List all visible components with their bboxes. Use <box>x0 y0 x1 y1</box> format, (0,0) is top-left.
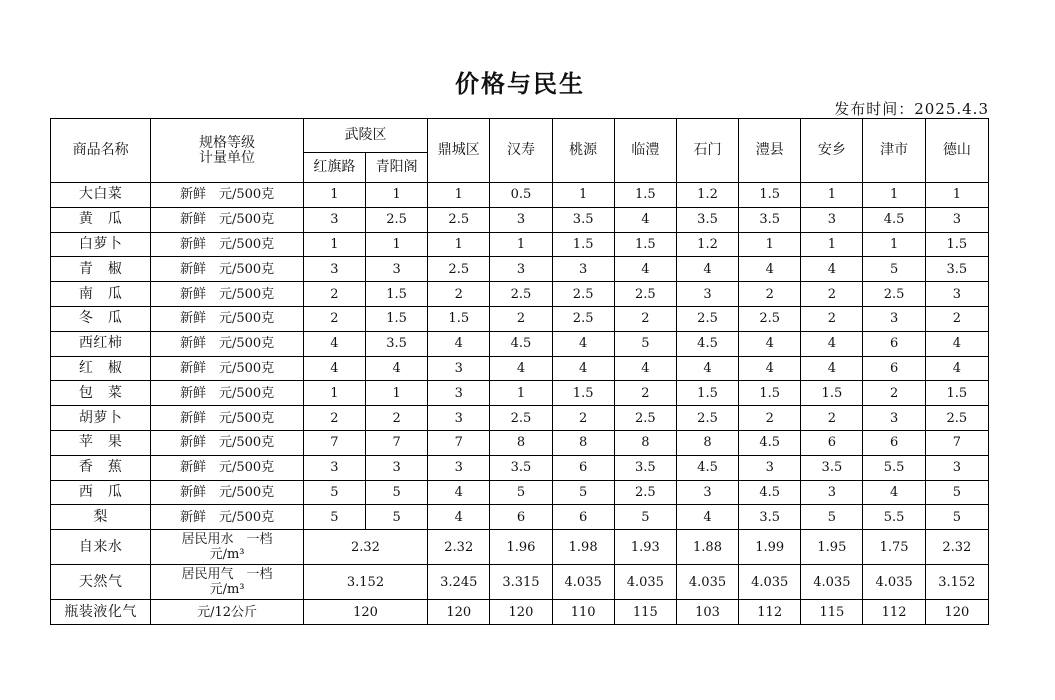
price-cell: 5 <box>614 505 676 530</box>
price-cell: 1.95 <box>801 530 863 565</box>
table-row <box>51 282 989 307</box>
price-cell: 3 <box>863 306 925 331</box>
header-region: 澧县 <box>739 119 801 183</box>
price-cell: 4.5 <box>739 480 801 505</box>
price-cell: 3.5 <box>614 455 676 480</box>
price-cell: 3 <box>428 406 490 431</box>
price-cell: 120 <box>303 600 427 625</box>
price-cell: 2.5 <box>552 282 614 307</box>
product-spec: 新鲜 元/500克 <box>151 455 303 480</box>
price-cell: 1.75 <box>863 530 925 565</box>
price-cell: 5 <box>552 480 614 505</box>
product-spec: 新鲜 元/500克 <box>151 207 303 232</box>
price-cell: 3 <box>801 480 863 505</box>
price-cell: 1.98 <box>552 530 614 565</box>
price-cell: 5.5 <box>863 455 925 480</box>
price-cell: 2 <box>863 381 925 406</box>
price-cell: 4 <box>552 356 614 381</box>
price-cell: 120 <box>428 600 490 625</box>
product-spec: 新鲜 元/500克 <box>151 331 303 356</box>
price-cell: 4 <box>365 356 427 381</box>
price-cell: 2 <box>490 306 552 331</box>
product-spec: 新鲜 元/500克 <box>151 232 303 257</box>
price-cell: 4 <box>676 257 738 282</box>
price-cell: 3 <box>676 282 738 307</box>
price-cell: 1 <box>365 381 427 406</box>
price-cell: 4 <box>428 505 490 530</box>
price-cell: 3.5 <box>676 207 738 232</box>
price-cell: 3.152 <box>303 565 427 600</box>
price-cell: 4 <box>614 207 676 232</box>
header-region: 安乡 <box>801 119 863 183</box>
price-cell: 8 <box>552 430 614 455</box>
product-spec: 新鲜 元/500克 <box>151 480 303 505</box>
product-spec <box>151 565 303 600</box>
price-cell: 3 <box>303 207 365 232</box>
header-hongqilu: 红旗路 <box>303 153 365 183</box>
header-spec-line2: 计量单位 <box>199 149 256 166</box>
price-cell: 2.5 <box>863 282 925 307</box>
price-cell: 5 <box>925 480 988 505</box>
price-cell: 4.5 <box>676 455 738 480</box>
publish-date: 发布时间：2025.4.3 <box>834 100 989 118</box>
price-cell: 2.5 <box>428 207 490 232</box>
price-cell: 2 <box>739 406 801 431</box>
price-cell: 4.035 <box>863 565 925 600</box>
price-cell: 4 <box>303 356 365 381</box>
price-cell: 6 <box>490 505 552 530</box>
price-cell: 1 <box>365 183 427 208</box>
price-cell: 2 <box>925 306 988 331</box>
price-cell: 2.5 <box>614 480 676 505</box>
price-cell: 2 <box>303 282 365 307</box>
price-cell: 4 <box>676 356 738 381</box>
price-cell: 112 <box>739 600 801 625</box>
price-cell: 2.5 <box>490 406 552 431</box>
price-cell: 2.5 <box>490 282 552 307</box>
price-cell: 1.5 <box>614 232 676 257</box>
price-cell: 2 <box>614 381 676 406</box>
price-cell: 2.5 <box>428 257 490 282</box>
price-cell: 4.5 <box>739 430 801 455</box>
price-cell: 5 <box>801 505 863 530</box>
product-name: 包 菜 <box>51 381 151 406</box>
spec-line1: 居民用水 一档 <box>181 532 273 548</box>
price-cell: 8 <box>614 430 676 455</box>
price-cell: 1.5 <box>739 183 801 208</box>
spec-line2: 元/m³ <box>209 547 245 563</box>
price-cell: 1.2 <box>676 232 738 257</box>
product-name: 冬 瓜 <box>51 306 151 331</box>
price-cell: 103 <box>676 600 738 625</box>
price-cell: 3.315 <box>490 565 552 600</box>
price-cell: 1 <box>428 183 490 208</box>
price-cell: 3 <box>490 207 552 232</box>
price-cell: 2 <box>739 282 801 307</box>
price-cell: 2.5 <box>365 207 427 232</box>
price-cell: 4 <box>490 356 552 381</box>
price-cell: 3 <box>925 207 988 232</box>
price-cell: 8 <box>490 430 552 455</box>
price-cell: 3.5 <box>490 455 552 480</box>
price-cell: 5 <box>863 257 925 282</box>
price-cell: 3 <box>925 282 988 307</box>
header-spec-line1: 规格等级 <box>199 134 256 151</box>
price-cell: 2.5 <box>614 282 676 307</box>
price-cell: 1.5 <box>428 306 490 331</box>
product-name: 梨 <box>51 505 151 530</box>
price-cell: 4 <box>739 331 801 356</box>
table-row <box>51 565 989 600</box>
price-cell: 4 <box>552 331 614 356</box>
price-cell: 4 <box>614 257 676 282</box>
price-cell: 110 <box>552 600 614 625</box>
header-spec <box>151 119 303 183</box>
price-cell: 6 <box>863 430 925 455</box>
price-cell: 2.5 <box>614 406 676 431</box>
price-cell: 3.5 <box>925 257 988 282</box>
price-cell: 2 <box>801 282 863 307</box>
price-cell: 5 <box>303 480 365 505</box>
price-cell: 2.32 <box>303 530 427 565</box>
price-cell: 3.245 <box>428 565 490 600</box>
price-table <box>50 118 989 625</box>
price-cell: 6 <box>801 430 863 455</box>
price-cell: 2 <box>801 306 863 331</box>
price-cell: 2 <box>801 406 863 431</box>
price-cell: 1 <box>801 232 863 257</box>
product-name: 红 椒 <box>51 356 151 381</box>
price-cell: 1 <box>303 381 365 406</box>
price-cell: 4.5 <box>676 331 738 356</box>
price-cell: 1.5 <box>925 381 988 406</box>
price-cell: 4 <box>801 331 863 356</box>
price-cell: 4 <box>925 356 988 381</box>
price-cell: 1.2 <box>676 183 738 208</box>
table-row <box>51 505 989 530</box>
header-name: 商品名称 <box>51 119 151 183</box>
price-cell: 115 <box>801 600 863 625</box>
price-cell: 4.035 <box>739 565 801 600</box>
price-cell: 1 <box>365 232 427 257</box>
table-row <box>51 232 989 257</box>
price-cell: 3.5 <box>739 207 801 232</box>
price-cell: 1.5 <box>801 381 863 406</box>
product-name: 南 瓜 <box>51 282 151 307</box>
price-cell: 1 <box>303 232 365 257</box>
price-cell: 3 <box>676 480 738 505</box>
price-cell: 2 <box>552 406 614 431</box>
price-cell: 3 <box>925 455 988 480</box>
price-cell: 1 <box>552 183 614 208</box>
price-cell: 4 <box>925 331 988 356</box>
price-cell: 3.152 <box>925 565 988 600</box>
price-cell: 112 <box>863 600 925 625</box>
price-cell: 7 <box>428 430 490 455</box>
table-row <box>51 430 989 455</box>
product-name: 青 椒 <box>51 257 151 282</box>
price-cell: 2 <box>303 306 365 331</box>
header-region: 汉寿 <box>490 119 552 183</box>
price-cell: 1 <box>863 232 925 257</box>
price-cell: 1.96 <box>490 530 552 565</box>
price-cell: 6 <box>863 356 925 381</box>
product-spec: 新鲜 元/500克 <box>151 257 303 282</box>
product-spec: 新鲜 元/500克 <box>151 356 303 381</box>
price-cell: 0.5 <box>490 183 552 208</box>
price-cell: 3 <box>428 356 490 381</box>
price-cell: 1.99 <box>739 530 801 565</box>
product-name: 天然气 <box>51 565 151 600</box>
price-cell: 4 <box>739 257 801 282</box>
price-cell: 115 <box>614 600 676 625</box>
price-cell: 120 <box>490 600 552 625</box>
price-cell: 1.88 <box>676 530 738 565</box>
product-name: 黄 瓜 <box>51 207 151 232</box>
price-cell: 2.5 <box>552 306 614 331</box>
product-spec: 新鲜 元/500克 <box>151 505 303 530</box>
price-cell: 4.035 <box>676 565 738 600</box>
price-cell: 4.035 <box>614 565 676 600</box>
spec-line1: 居民用气 一档 <box>181 567 273 583</box>
price-cell: 4.035 <box>801 565 863 600</box>
table-row <box>51 183 989 208</box>
price-cell: 2 <box>614 306 676 331</box>
price-cell: 4 <box>801 356 863 381</box>
product-spec: 新鲜 元/500克 <box>151 183 303 208</box>
price-cell: 4.035 <box>552 565 614 600</box>
price-cell: 1.5 <box>365 282 427 307</box>
price-cell: 5 <box>303 505 365 530</box>
price-cell: 1 <box>303 183 365 208</box>
price-cell: 1 <box>490 232 552 257</box>
price-cell: 1 <box>739 232 801 257</box>
price-cell: 2.5 <box>676 306 738 331</box>
price-cell: 5 <box>365 480 427 505</box>
header-region: 鼎城区 <box>428 119 490 183</box>
price-cell: 4 <box>428 480 490 505</box>
table-row <box>51 356 989 381</box>
price-cell: 3 <box>365 257 427 282</box>
product-name: 香 蕉 <box>51 455 151 480</box>
price-cell: 3 <box>365 455 427 480</box>
price-cell: 1.5 <box>739 381 801 406</box>
price-cell: 1.5 <box>925 232 988 257</box>
product-spec: 新鲜 元/500克 <box>151 381 303 406</box>
product-name: 西红柿 <box>51 331 151 356</box>
header-wuling: 武陵区 <box>303 119 427 153</box>
product-name: 大白菜 <box>51 183 151 208</box>
price-cell: 3.5 <box>801 455 863 480</box>
price-cell: 3 <box>303 257 365 282</box>
price-cell: 4.5 <box>863 207 925 232</box>
table-row <box>51 306 989 331</box>
price-cell: 1.5 <box>614 183 676 208</box>
price-cell: 2.5 <box>739 306 801 331</box>
price-cell: 1.5 <box>552 381 614 406</box>
price-cell: 7 <box>303 430 365 455</box>
price-cell: 6 <box>552 455 614 480</box>
price-cell: 3.5 <box>552 207 614 232</box>
price-cell: 4 <box>676 505 738 530</box>
price-cell: 1 <box>925 183 988 208</box>
table-row <box>51 207 989 232</box>
header-region: 桃源 <box>552 119 614 183</box>
price-cell: 3 <box>552 257 614 282</box>
product-name: 自来水 <box>51 530 151 565</box>
price-cell: 5 <box>490 480 552 505</box>
table-row <box>51 331 989 356</box>
product-name: 苹 果 <box>51 430 151 455</box>
product-spec <box>151 530 303 565</box>
price-cell: 2 <box>428 282 490 307</box>
price-cell: 2 <box>303 406 365 431</box>
price-cell: 3 <box>428 381 490 406</box>
table-row <box>51 480 989 505</box>
price-cell: 3.5 <box>365 331 427 356</box>
price-cell: 4.5 <box>490 331 552 356</box>
price-cell: 5.5 <box>863 505 925 530</box>
price-cell: 5 <box>925 505 988 530</box>
price-cell: 3 <box>863 406 925 431</box>
price-cell: 1.5 <box>365 306 427 331</box>
price-cell: 3 <box>303 455 365 480</box>
price-cell: 5 <box>614 331 676 356</box>
price-cell: 1 <box>863 183 925 208</box>
price-cell: 2.5 <box>925 406 988 431</box>
price-cell: 3 <box>490 257 552 282</box>
product-name: 西 瓜 <box>51 480 151 505</box>
price-cell: 4 <box>801 257 863 282</box>
table-row <box>51 455 989 480</box>
product-spec: 元/12公斤 <box>151 600 303 625</box>
price-cell: 3 <box>801 207 863 232</box>
price-cell: 6 <box>552 505 614 530</box>
price-cell: 4 <box>428 331 490 356</box>
table-row <box>51 381 989 406</box>
table-row <box>51 257 989 282</box>
header-region: 德山 <box>925 119 988 183</box>
header-region: 津市 <box>863 119 925 183</box>
price-cell: 1.5 <box>552 232 614 257</box>
spec-line2: 元/m³ <box>209 582 245 598</box>
price-cell: 3 <box>739 455 801 480</box>
table-row <box>51 600 989 625</box>
price-cell: 3 <box>428 455 490 480</box>
product-spec: 新鲜 元/500克 <box>151 406 303 431</box>
product-spec: 新鲜 元/500克 <box>151 306 303 331</box>
table-row <box>51 530 989 565</box>
header-region: 石门 <box>676 119 738 183</box>
price-cell: 1 <box>490 381 552 406</box>
price-cell: 4 <box>303 331 365 356</box>
price-cell: 8 <box>676 430 738 455</box>
product-name: 瓶装液化气 <box>51 600 151 625</box>
product-spec: 新鲜 元/500克 <box>151 282 303 307</box>
price-cell: 4 <box>739 356 801 381</box>
price-cell: 7 <box>925 430 988 455</box>
header-qingyangge: 青阳阁 <box>365 153 427 183</box>
product-name: 白萝卜 <box>51 232 151 257</box>
price-cell: 2.32 <box>428 530 490 565</box>
price-cell: 120 <box>925 600 988 625</box>
table-row <box>51 406 989 431</box>
price-cell: 6 <box>863 331 925 356</box>
price-cell: 4 <box>614 356 676 381</box>
price-cell: 5 <box>365 505 427 530</box>
price-cell: 7 <box>365 430 427 455</box>
price-cell: 1 <box>428 232 490 257</box>
price-cell: 2.32 <box>925 530 988 565</box>
header-region: 临澧 <box>614 119 676 183</box>
price-cell: 3.5 <box>739 505 801 530</box>
price-cell: 1.5 <box>676 381 738 406</box>
price-cell: 2 <box>365 406 427 431</box>
page-title: 价格与民生 <box>455 70 585 98</box>
price-cell: 4 <box>863 480 925 505</box>
price-cell: 1.93 <box>614 530 676 565</box>
price-cell: 1 <box>801 183 863 208</box>
product-name: 胡萝卜 <box>51 406 151 431</box>
product-spec: 新鲜 元/500克 <box>151 430 303 455</box>
price-cell: 2.5 <box>676 406 738 431</box>
